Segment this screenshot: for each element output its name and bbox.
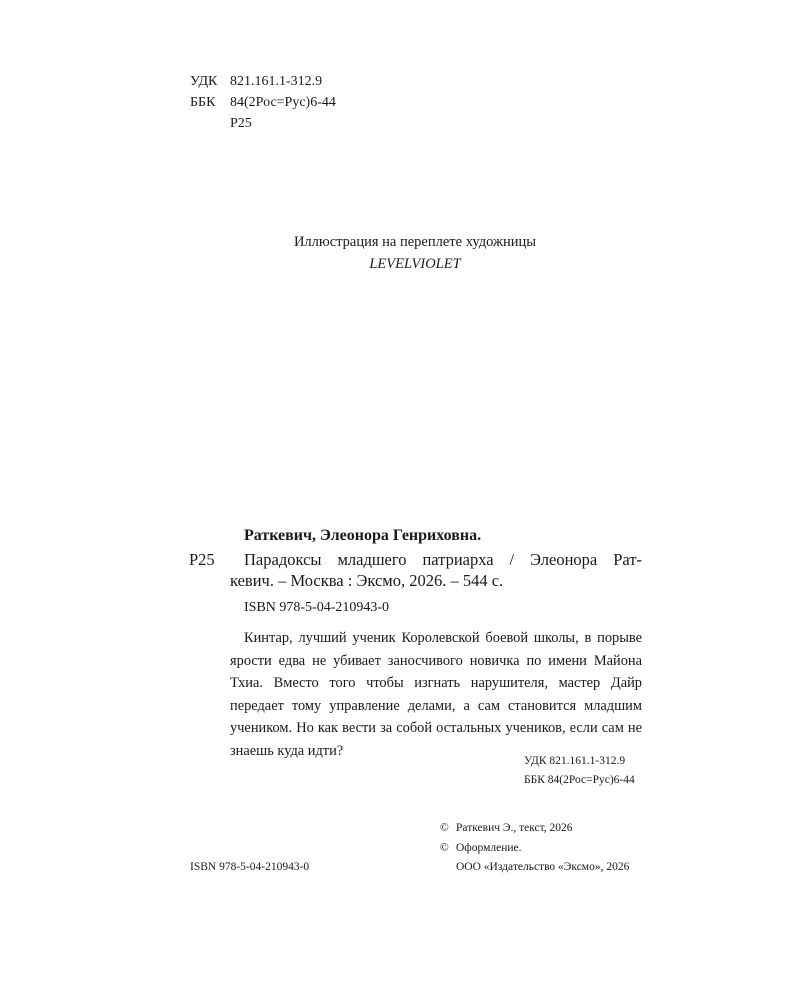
title-line-1: Парадоксы младшего патриарха / Элеонора Рат- — [244, 550, 642, 569]
udk-bottom: УДК 821.161.1-312.9 — [524, 755, 626, 767]
author-sign-record: Р25 — [189, 550, 215, 569]
copyright-symbol-design: © — [440, 842, 449, 854]
design-label: Оформление. — [456, 842, 522, 854]
author-heading: Раткевич, Элеонора Генриховна. — [244, 527, 482, 544]
bbk-label: ББК — [190, 95, 216, 110]
copyright-text: Раткевич Э., текст, 2026 — [456, 822, 573, 834]
publisher-line: ООО «Издательство «Эксмо», 2026 — [456, 861, 630, 873]
annotation-text: Кинтар, лучший ученик Королевской боевой школы, в порыве ярости едва не убивает заносчивого новичка по имени Майона Тхиа. Вместо того чтобы изгнать нарушителя, мастер Дайр передает тому управление делами, а сам становится младшим учеником. Но как вести за собой остальных учеников, если сам не знаешь куда идти? — [230, 630, 642, 759]
bbk-bottom: ББК 84(2Рос=Рус)6-44 — [524, 774, 635, 786]
illustration-artist: LEVELVIOLET — [369, 256, 461, 272]
copyright-symbol: © — [440, 822, 449, 834]
udk-line — [190, 72, 322, 92]
copyright-text-line — [440, 818, 573, 838]
bbk-line — [190, 93, 336, 113]
title-line-2: кевич. – Москва : Эксмо, 2026. – 544 с. — [230, 571, 504, 590]
isbn-footer: ISBN 978-5-04-210943-0 — [190, 861, 310, 873]
illustration-credit: Иллюстрация на переплете художницы — [293, 234, 537, 250]
annotation-paragraph — [230, 627, 642, 762]
udk-value: 821.161.1-312.9 — [230, 74, 323, 89]
isbn-record: ISBN 978-5-04-210943-0 — [244, 600, 390, 615]
bbk-value: 84(2Рос=Рус)6-44 — [230, 95, 336, 110]
copyright-design-line — [440, 838, 522, 858]
author-sign-top: Р25 — [230, 116, 252, 131]
udk-label: УДК — [190, 74, 218, 89]
